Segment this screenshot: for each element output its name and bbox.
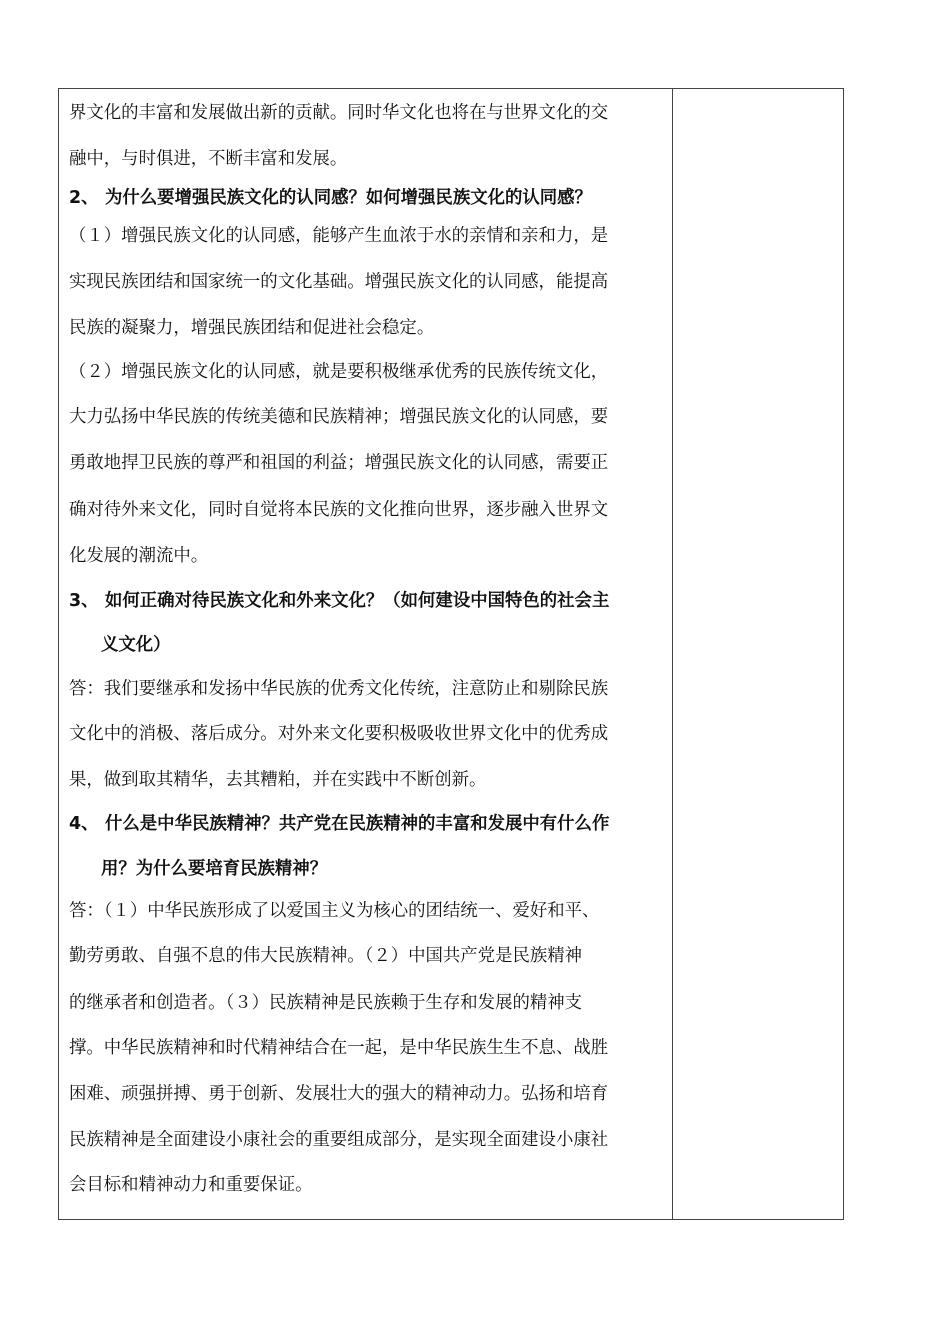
question-heading-continued: 义文化） (101, 635, 171, 655)
text-line: 大力弘扬中华民族的传统美德和民族精神；增强民族文化的认同感，要 (69, 407, 609, 427)
text-line: 困难、顽强拼搏、勇于创新、发展壮大的强大的精神动力。弘扬和培育 (69, 1084, 609, 1104)
document-table (58, 88, 844, 1220)
text-line: 会目标和精神动力和重要保证。 (69, 1175, 313, 1195)
question-number: 3、 (69, 591, 99, 611)
text-line: 民族精神是全面建设小康社会的重要组成部分，是实现全面建设小康社 (69, 1130, 609, 1150)
text-line: 融中，与时俱进，不断丰富和发展。 (69, 149, 348, 169)
text-line: 确对待外来文化，同时自觉将本民族的文化推向世界，逐步融入世界文 (69, 500, 609, 520)
content-cell (59, 89, 673, 1219)
question-heading: 2、 为什么要增强民族文化的认同感？如何增强民族文化的认同感？ (69, 188, 592, 208)
text-line: 民族的凝聚力，增强民族团结和促进社会稳定。 (69, 318, 435, 338)
question-number: 4、 (69, 814, 99, 834)
text-line: 撑。中华民族精神和时代精神结合在一起，是中华民族生生不息、战胜 (69, 1038, 609, 1058)
question-heading: 3、 如何正确对待民族文化和外来文化？（如何建设中国特色的社会主 (69, 591, 610, 611)
text-line: （２）增强民族文化的认同感，就是要积极继承优秀的民族传统文化， (69, 362, 609, 382)
text-line: 答：我们要继承和发扬中华民族的优秀文化传统，注意防止和剔除民族 (69, 679, 609, 699)
question-heading: 4、 什么是中华民族精神？共产党在民族精神的丰富和发展中有什么作 (69, 814, 610, 834)
text-line: （１）增强民族文化的认同感，能够产生血浓于水的亲情和亲和力，是 (69, 226, 609, 246)
notes-cell (673, 89, 843, 1219)
text-line: 实现民族团结和国家统一的文化基础。增强民族文化的认同感，能提高 (69, 272, 609, 292)
text-line: 界文化的丰富和发展做出新的贡献。同时华文化也将在与世界文化的交 (69, 103, 609, 123)
question-heading-continued: 用？为什么要培育民族精神？ (101, 859, 328, 879)
question-number: 2、 (69, 188, 99, 208)
text-line: 化发展的潮流中。 (69, 546, 209, 566)
text-line: 答：（１）中华民族形成了以爱国主义为核心的团结统一、爱好和平、 (69, 901, 600, 921)
text-line: 文化中的消极、落后成分。对外来文化要积极吸收世界文化中的优秀成 (69, 724, 609, 744)
text-line: 勤劳勇敢、自强不息的伟大民族精神。（２）中国共产党是民族精神 (69, 946, 583, 966)
text-line: 勇敢地捍卫民族的尊严和祖国的利益；增强民族文化的认同感，需要正 (69, 453, 609, 473)
text-line: 的继承者和创造者。（３）民族精神是民族赖于生存和发展的精神支 (69, 993, 583, 1013)
text-line: 果，做到取其精华，去其糟粕，并在实践中不断创新。 (69, 770, 487, 790)
